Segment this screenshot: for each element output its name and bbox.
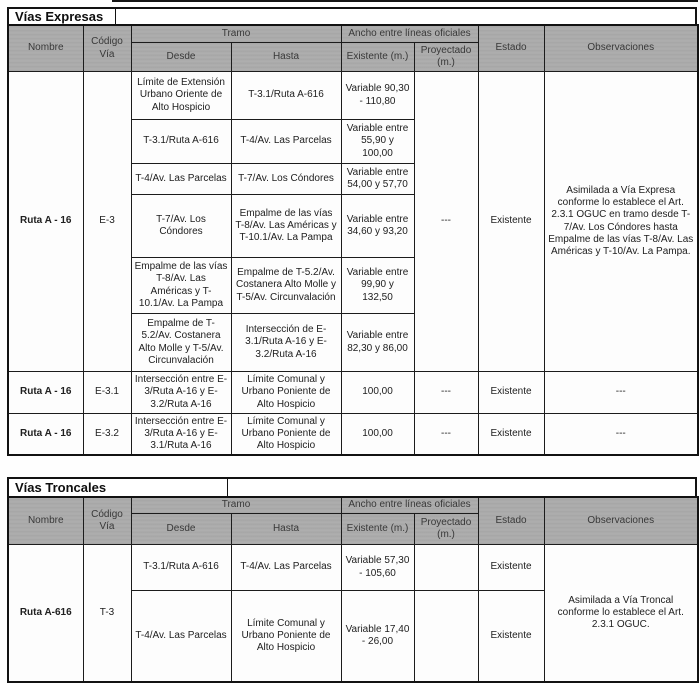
cell-ancho-existente: 100,00 (341, 372, 414, 414)
vias-expresas-title: Vías Expresas (15, 9, 104, 24)
col-header-existente: Existente (m.) (341, 514, 414, 545)
col-header-ancho: Ancho entre líneas oficiales (341, 497, 478, 514)
cell-hasta: Empalme de las vías T-8/Av. Las Américas y T-10.1/Av. La Pampa (231, 195, 341, 258)
col-header-nombre: Nombre (8, 25, 83, 72)
col-header-observaciones: Observaciones (544, 497, 698, 545)
col-header-existente: Existente (m.) (341, 43, 414, 72)
cell-desde: T-3.1/Ruta A-616 (131, 120, 231, 164)
col-header-estado: Estado (478, 25, 544, 72)
top-divider-line (112, 0, 698, 2)
table-row (8, 372, 698, 414)
segment-row (8, 545, 698, 591)
vias-troncales-table (7, 496, 699, 683)
cell-hasta: T-3.1/Ruta A-616 (231, 72, 341, 120)
cell-nombre: Ruta A-616 (8, 545, 83, 683)
cell-nombre: Ruta A - 16 (8, 372, 83, 414)
cell-desde: T-4/Av. Las Parcelas (131, 164, 231, 195)
vias-expresas-section (7, 7, 697, 456)
cell-ancho-existente: Variable entre 54,00 y 57,70 (341, 164, 414, 195)
table-row (8, 414, 698, 456)
cell-ancho-existente: Variable 90,30 - 110,80 (341, 72, 414, 120)
col-header-codigo-via: Código Vía (83, 497, 131, 545)
cell-codigo-via: E-3 (83, 72, 131, 372)
cell-ancho-existente: Variable 17,40 - 26,00 (341, 591, 414, 683)
cell-estado: Existente (478, 591, 544, 683)
segment-row (8, 72, 698, 120)
cell-ancho-proyectado: --- (414, 414, 478, 456)
vias-troncales-section (7, 477, 697, 683)
col-header-observaciones: Observaciones (544, 25, 698, 72)
cell-desde: T-4/Av. Las Parcelas (131, 591, 231, 683)
vias-expresas-table (7, 24, 699, 456)
col-header-hasta: Hasta (231, 514, 341, 545)
cell-codigo-via: T-3 (83, 545, 131, 683)
cell-hasta: Límite Comunal y Urbano Poniente de Alto Hospicio (231, 414, 341, 456)
cell-hasta: T-7/Av. Los Cóndores (231, 164, 341, 195)
title-bar-divider (115, 9, 116, 24)
cell-ancho-proyectado: --- (414, 372, 478, 414)
vias-troncales-title-bar (7, 477, 697, 498)
cell-codigo-via: E-3.2 (83, 414, 131, 456)
cell-ancho-existente: Variable entre 99,90 y 132,50 (341, 258, 414, 314)
cell-nombre: Ruta A - 16 (8, 414, 83, 456)
cell-ancho-existente: 100,00 (341, 414, 414, 456)
cell-ancho-existente: Variable entre 82,30 y 86,00 (341, 314, 414, 372)
cell-ancho-proyectado: --- (414, 72, 478, 372)
cell-ancho-existente: Variable entre 55,90 y 100,00 (341, 120, 414, 164)
cell-codigo-via: E-3.1 (83, 372, 131, 414)
cell-hasta: Límite Comunal y Urbano Poniente de Alto Hospicio (231, 372, 341, 414)
title-bar-divider (227, 479, 228, 496)
col-header-ancho: Ancho entre líneas oficiales (341, 25, 478, 43)
col-header-estado: Estado (478, 497, 544, 545)
cell-observaciones: Asimilada a Vía Troncal conforme lo establece el Art. 2.3.1 OGUC. (544, 545, 698, 683)
vias-troncales-title: Vías Troncales (15, 480, 107, 495)
cell-desde: T-3.1/Ruta A-616 (131, 545, 231, 591)
cell-observaciones: --- (544, 414, 698, 456)
cell-desde: Empalme de las vías T-8/Av. Las Américas y T-10.1/Av. La Pampa (131, 258, 231, 314)
cell-estado: Existente (478, 414, 544, 456)
cell-estado: Existente (478, 545, 544, 591)
col-header-desde: Desde (131, 514, 231, 545)
vias-expresas-table-header (8, 25, 698, 72)
cell-estado: Existente (478, 72, 544, 372)
col-header-codigo-via: Código Vía (83, 25, 131, 72)
col-header-proyectado: Proyectado (m.) (414, 43, 478, 72)
cell-hasta: Límite Comunal y Urbano Poniente de Alto Hospicio (231, 591, 341, 683)
cell-desde: Límite de Extensión Urbano Oriente de Alto Hospicio (131, 72, 231, 120)
cell-hasta: T-4/Av. Las Parcelas (231, 120, 341, 164)
cell-hasta: T-4/Av. Las Parcelas (231, 545, 341, 591)
cell-observaciones: Asimilada a Vía Expresa conforme lo establece el Art. 2.3.1 OGUC en tramo desde T-7/Av. Los Cóndores hasta Empalme de las vías T-8/Av. Las Américas y T-10/Av. La Pampa. (544, 72, 698, 372)
col-header-tramo: Tramo (131, 25, 341, 43)
cell-ancho-proyectado (414, 545, 478, 591)
cell-hasta: Intersección de E-3.1/Ruta A-16 y E-3.2/Ruta A-16 (231, 314, 341, 372)
col-header-hasta: Hasta (231, 43, 341, 72)
cell-ancho-proyectado (414, 591, 478, 683)
cell-desde: Intersección entre E-3/Ruta A-16 y E-3.2/Ruta A-16 (131, 372, 231, 414)
cell-desde: Empalme de T-5.2/Av. Costanera Alto Molle y T-5/Av. Circunvalación (131, 314, 231, 372)
col-header-tramo: Tramo (131, 497, 341, 514)
cell-hasta: Empalme de T-5.2/Av. Costanera Alto Molle y T-5/Av. Circunvalación (231, 258, 341, 314)
cell-ancho-existente: Variable entre 34,60 y 93,20 (341, 195, 414, 258)
vias-troncales-table-header (8, 497, 698, 545)
cell-observaciones: --- (544, 372, 698, 414)
cell-ancho-existente: Variable 57,30 - 105,60 (341, 545, 414, 591)
col-header-desde: Desde (131, 43, 231, 72)
cell-desde: Intersección entre E-3/Ruta A-16 y E-3.1/Ruta A-16 (131, 414, 231, 456)
cell-desde: T-7/Av. Los Cóndores (131, 195, 231, 258)
cell-estado: Existente (478, 372, 544, 414)
vias-expresas-title-bar (7, 7, 697, 26)
col-header-nombre: Nombre (8, 497, 83, 545)
col-header-proyectado: Proyectado (m.) (414, 514, 478, 545)
cell-nombre: Ruta A - 16 (8, 72, 83, 372)
